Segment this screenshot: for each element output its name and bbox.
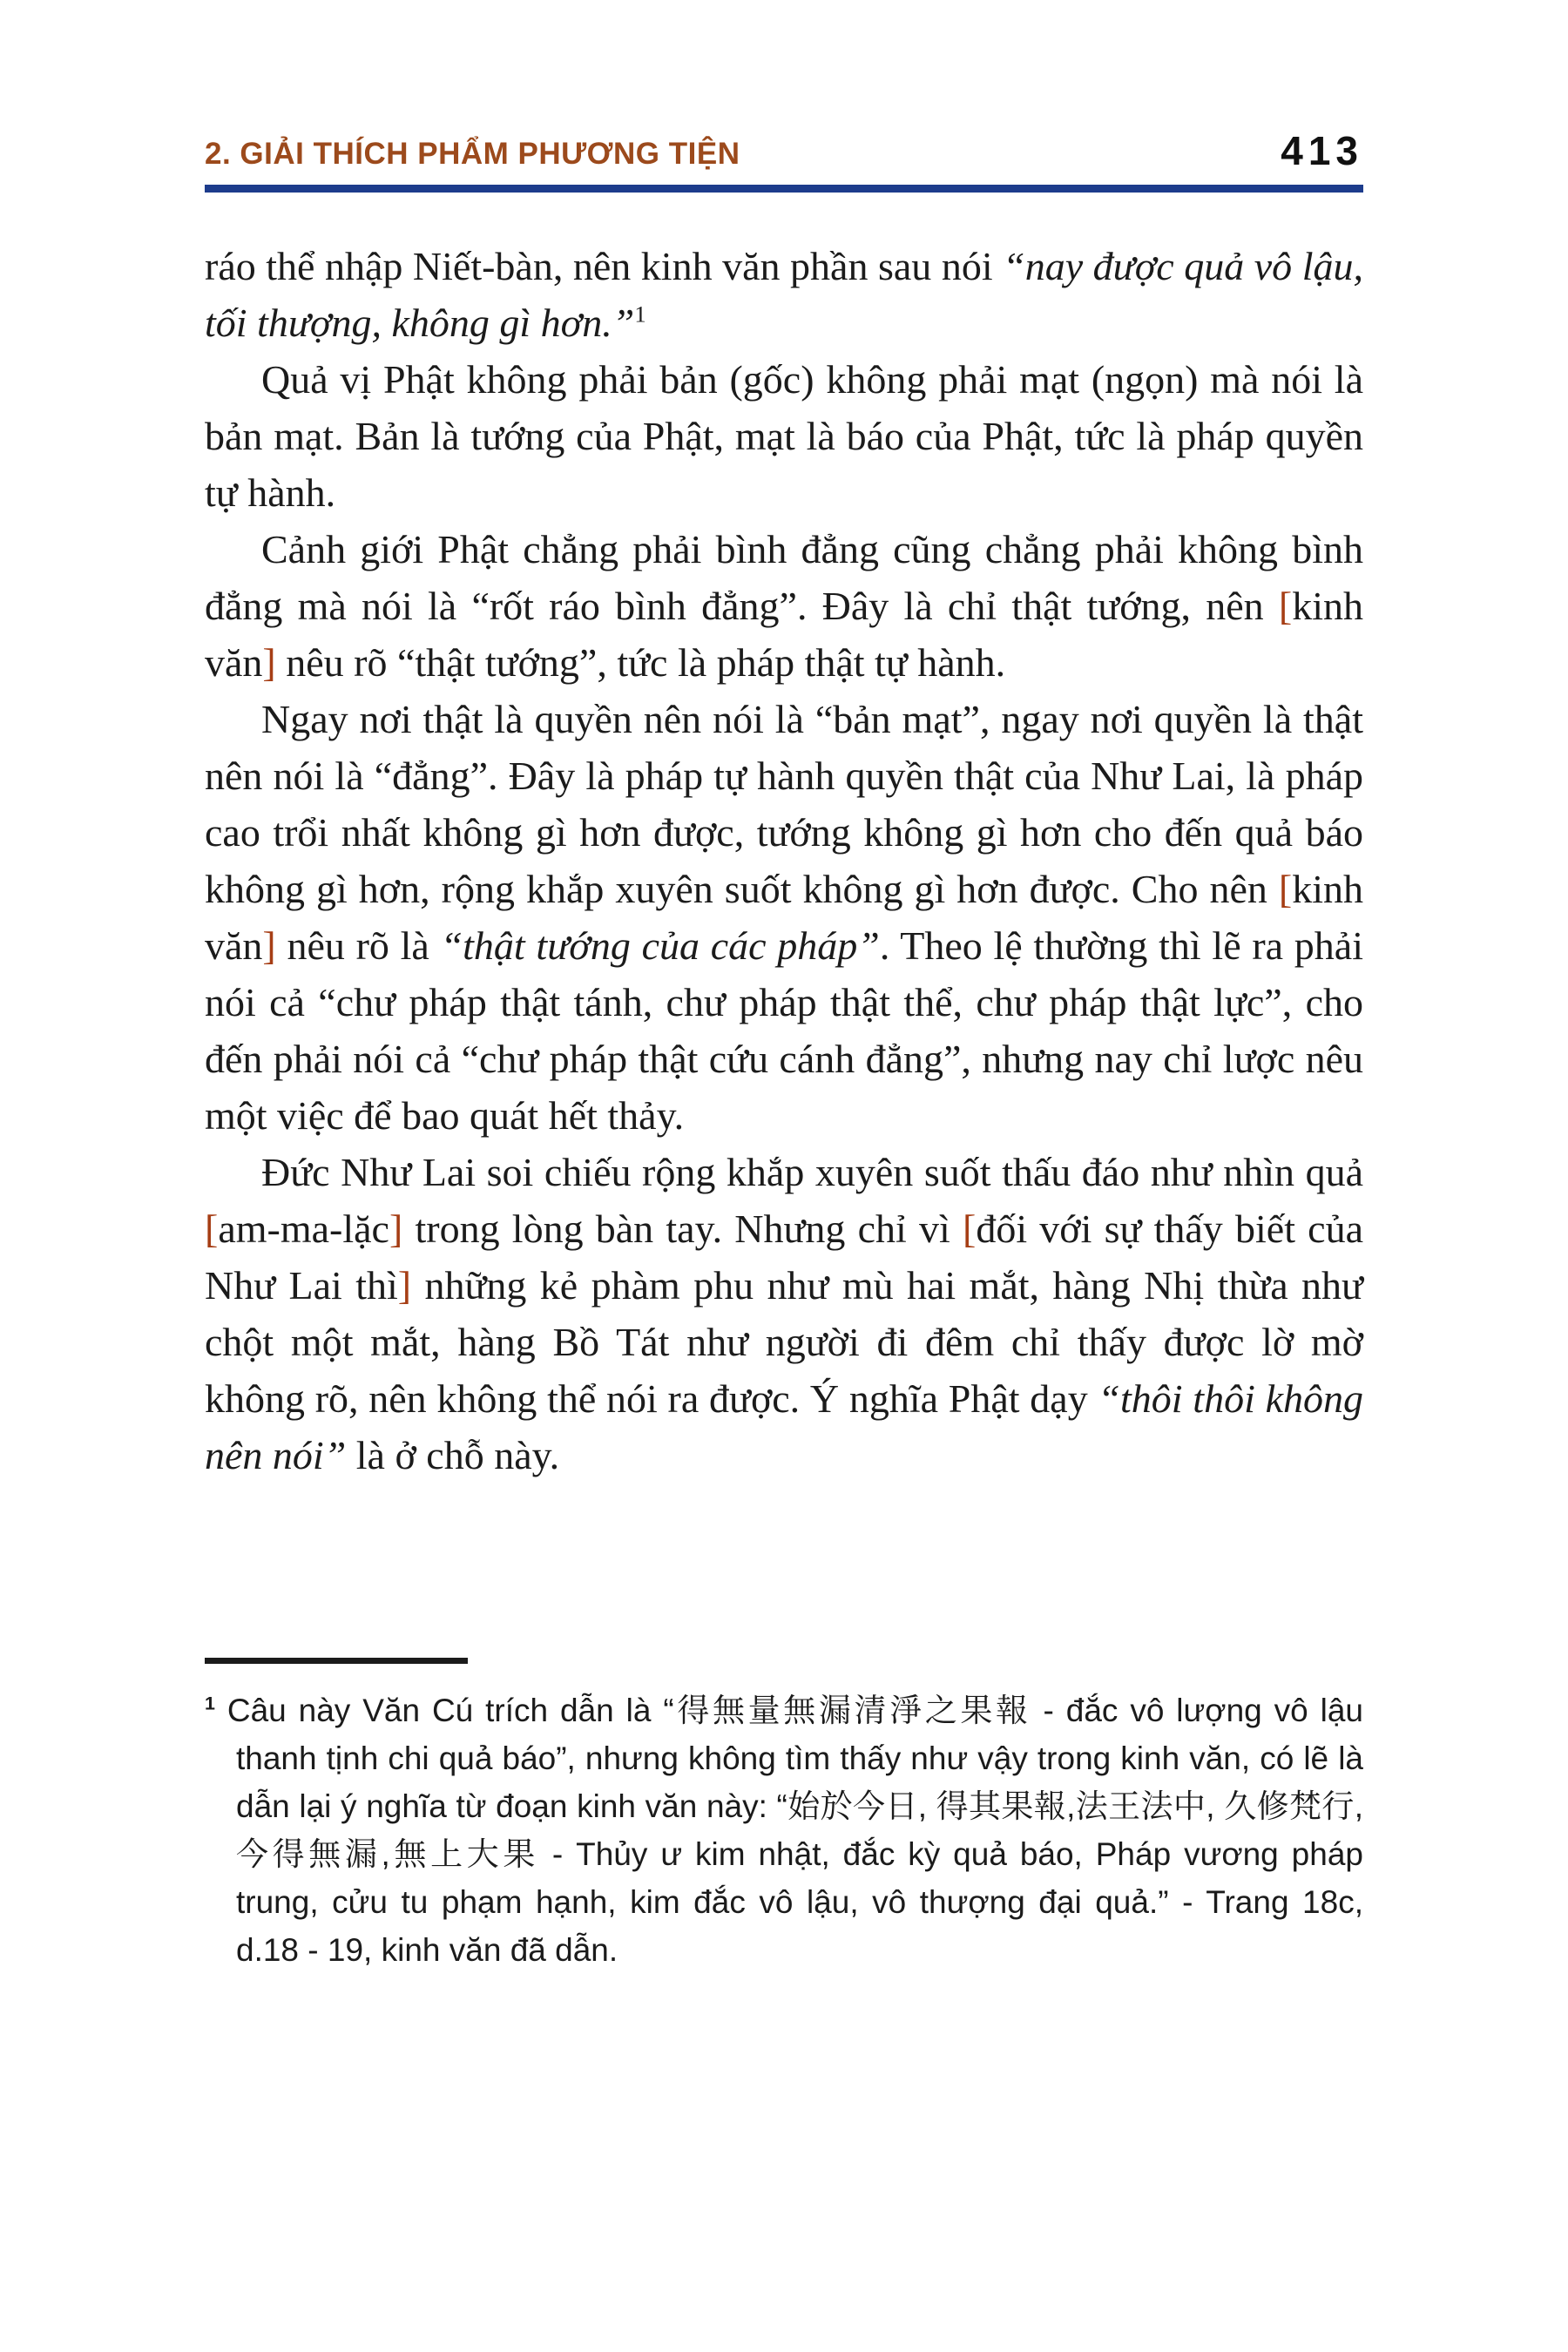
text-run: đối với sự thấy biết của Như Lai thì [205, 1206, 1363, 1308]
text-run: kinh văn [205, 867, 1363, 968]
text-run: “thật tướng của các pháp” [440, 923, 880, 968]
text-run: trong lòng bàn tay. Nhưng chỉ vì [402, 1206, 963, 1251]
text-run: những kẻ phàm phu như mù hai mắt, hàng Nhị thừa như chột một mắt, hàng Bồ Tát như người đi đêm chỉ thấy được lờ mờ không rõ, nên không thể nói ra được. Ý nghĩa Phật dạy [205, 1263, 1363, 1421]
text-run: Câu này Văn Cú trích dẫn là “得無量無漏清淨之果報 - đắc vô lượng vô lậu thanh tịnh chi quả báo”, nhưng không tìm thấy như vậy trong kinh văn, có lẽ là dẫn lại ý nghĩa từ đoạn kinh văn này: “始於今日, 得其果報,法王法中, 久修梵行,今得無漏,無上大果 - Thủy ư kim nhật, đắc kỳ quả báo, Pháp vương pháp trung, cửu tu phạm hạnh, kim đắc vô lậu, vô thượng đại quả.” - Trang 18c, d.18 - 19, kinh văn đã dẫn. [214, 1693, 1363, 1968]
section-title: 2. GIẢI THÍCH PHẨM PHƯƠNG TIỆN [205, 137, 740, 171]
footnote-marker: 1 [205, 1693, 215, 1714]
bracket-mark: ] [262, 640, 276, 685]
paragraph [205, 351, 1363, 521]
body-text [205, 238, 1363, 1484]
text-run: nêu rõ “thật tướng”, tức là pháp thật tự hành. [275, 640, 1006, 685]
paragraph [205, 238, 1363, 351]
text-run: Quả vị Phật không phải bản (gốc) không phải mạt (ngọn) mà nói là bản mạt. Bản là tướng của Phật, mạt là báo của Phật, tức là pháp quyền tự hành. [205, 357, 1363, 515]
text-run: là ở chỗ này. [346, 1433, 560, 1477]
text-run: . Theo lệ thường thì lẽ ra phải nói cả “chư pháp thật tánh, chư pháp thật thể, chư pháp thật lực”, cho đến phải nói cả “chư pháp thật cứu cánh đẳng”, nhưng nay chỉ lược nêu một việc để bao quát hết thảy. [205, 923, 1363, 1138]
footnote-text [205, 1686, 1363, 1974]
bracket-mark: [ [1278, 867, 1293, 911]
text-run: ráo thể nhập Niết-bàn, nên kinh văn phần sau nói [205, 244, 1004, 288]
bracket-mark: ] [262, 923, 276, 968]
text-run: Ngay nơi thật là quyền nên nói là “bản mạt”, ngay nơi quyền là thật nên nói là “đẳng”. Đây là pháp tự hành quyền thật của Như Lai, là pháp cao trổi nhất không gì hơn được, tướng không gì hơn cho đến quả báo không gì hơn, rộng khắp xuyên suốt không gì hơn được. Cho nên [205, 697, 1363, 911]
text-run: “nay được quả vô lậu, tối thượng, không gì hơn.” [205, 244, 1363, 345]
text-run: “thôi thôi không nên nói” [205, 1376, 1363, 1477]
bracket-mark: [ [962, 1206, 977, 1251]
text-run: nêu rõ là [275, 923, 441, 968]
bracket-mark: ] [389, 1206, 403, 1251]
paragraph [205, 1144, 1363, 1484]
paragraph [205, 521, 1363, 691]
page-header [205, 128, 1363, 173]
footnote-separator [205, 1658, 468, 1664]
text-run: Đức Như Lai soi chiếu rộng khắp xuyên suốt thấu đáo như nhìn quả [261, 1150, 1363, 1194]
page-number: 413 [1281, 128, 1363, 173]
header-rule [205, 185, 1363, 193]
footnote [205, 1658, 1363, 1974]
bracket-mark: [ [1278, 584, 1293, 628]
text-run: kinh văn [205, 584, 1363, 685]
paragraph [205, 691, 1363, 1144]
text-run: Cảnh giới Phật chẳng phải bình đẳng cũng chẳng phải không bình đẳng mà nói là “rốt ráo bình đẳng”. Đây là chỉ thật tướng, nên [205, 527, 1363, 628]
bracket-mark: ] [397, 1263, 412, 1308]
bracket-mark: [ [205, 1206, 219, 1251]
footnote-marker: 1 [634, 301, 646, 328]
text-run: am-ma-lặc [218, 1206, 389, 1251]
